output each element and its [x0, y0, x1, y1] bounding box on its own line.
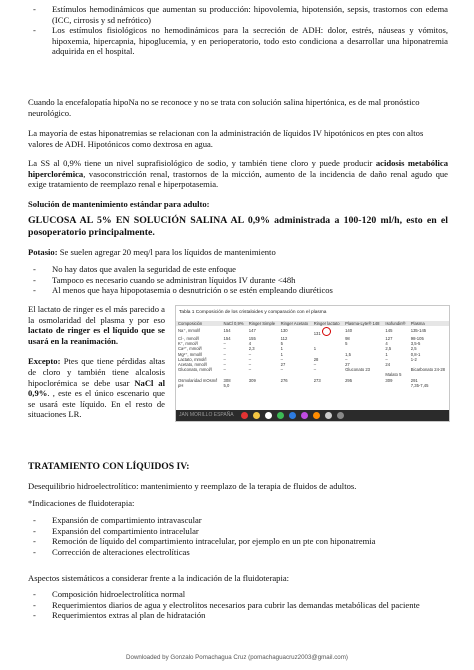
- list-item: - Composición hidroelectrolítica normal: [28, 589, 448, 600]
- table-cell: 154: [223, 328, 231, 334]
- table-cell: –: [223, 362, 226, 368]
- table-cell: 5: [280, 341, 283, 347]
- table-cell: 147: [248, 328, 256, 334]
- top-bullet-list: [28, 4, 448, 57]
- indicaciones-list: [28, 515, 448, 557]
- table-cell: Gluconato 23: [345, 367, 371, 373]
- pen-color-icon[interactable]: [313, 412, 320, 419]
- table-cell: pH: [178, 382, 184, 388]
- list-item: - Expansión del compartimiento intracelular: [28, 526, 448, 537]
- table-header: Ringer lactato: [312, 321, 343, 326]
- table-cell: –: [248, 362, 252, 368]
- table-header: Plasma-Lyte® 148: [343, 321, 383, 326]
- table-cell: Ca²⁺, mmol/l: [178, 346, 202, 352]
- table-cell: [343, 383, 383, 388]
- heading-tratamiento: TRATAMIENTO CON LÍQUIDOS IV:: [28, 461, 190, 472]
- table-cell: –: [345, 356, 348, 362]
- table-cell: 2,5: [410, 346, 417, 352]
- table-cell: Malato 5: [385, 372, 402, 378]
- table-cell: 27: [345, 362, 350, 368]
- pen-color-icon[interactable]: [301, 412, 308, 419]
- table-cell: 4: [248, 341, 252, 347]
- pen-color-icon[interactable]: [277, 412, 284, 419]
- table-cell: Na⁺, mmol/l: [178, 328, 201, 334]
- table-row: [176, 326, 449, 336]
- lactato-bold-text: lactato de ringer es el líquido que se usará en la reanimación.: [28, 325, 165, 346]
- table-cell: 130: [280, 328, 288, 334]
- table-cell: 308: [223, 377, 231, 383]
- table-cell-text: 131: [313, 330, 321, 336]
- paragraph-excepto: [28, 356, 165, 420]
- pen-color-icon[interactable]: [241, 412, 248, 419]
- table-cell: 273: [313, 377, 321, 383]
- table-cell: –: [223, 367, 226, 373]
- table-cell: 98-105: [410, 336, 424, 341]
- table-header: Ringer Simple: [247, 321, 279, 326]
- potasio-list: [28, 264, 448, 296]
- table-cell: 276: [280, 377, 288, 383]
- table-cell: 1: [280, 346, 283, 352]
- pen-color-icon[interactable]: [265, 412, 272, 419]
- table-cell: 28: [313, 356, 319, 362]
- paragraph-encefalopatia: Cuando la encefalopatía hipoNa no se reconoce y no se trata con solución salina hipertónica, es de mal pronóstico neurológico.: [28, 97, 420, 118]
- table-header: Plasma: [409, 321, 449, 326]
- table-cell: 154: [223, 336, 231, 341]
- table-cell: Lactato, mmol/l: [178, 356, 207, 362]
- table-cell: 27: [280, 362, 286, 368]
- paragraph-mayoria: La mayoría de estas hiponatremias se relacionan con la administración de líquidos IV hipotónicos en ptes con altos valores de ADH. Hipotónicos como dextrosa en agua.: [28, 128, 424, 149]
- annotation-toolbar: [176, 410, 449, 421]
- list-item: - Requerimientos diarios de agua y electrolitos necesarios para cubrir las demandas metabólicas del paciente: [28, 600, 448, 611]
- table-cell: 1,5: [345, 351, 351, 357]
- table-cell: [279, 383, 312, 388]
- pen-color-icon[interactable]: [253, 412, 260, 419]
- table-header: Ringer Acetato: [279, 321, 312, 326]
- table-cell: Gluconato, mmol/l: [178, 367, 212, 373]
- table-cell: 309: [248, 377, 256, 383]
- ss-text: La SS al 0,9% tiene un nivel suprafisiológico de sodio, y también tiene cloro y puede producir: [28, 158, 376, 168]
- table-cell: –: [280, 367, 283, 373]
- potasio-label: Potasio:: [28, 247, 58, 257]
- lactato-text-column: [28, 304, 165, 430]
- highlight-circle-icon: [322, 327, 331, 336]
- table-cell: 7,35-7,45: [410, 382, 429, 388]
- table-cell: [312, 383, 343, 388]
- table-header: Isofundin®: [383, 321, 408, 326]
- table-row: [176, 383, 449, 388]
- table-cell: 24: [385, 362, 391, 368]
- paragraph-aspectos: Aspectos sistemáticos a considerar frente a la indicación de la fluidoterapia:: [28, 573, 290, 583]
- paragraph-potasio: [28, 247, 448, 258]
- table-cell: [383, 383, 408, 388]
- potasio-text: Se suelen agregar 20 meq/l para los líquidos de mantenimiento: [57, 247, 276, 257]
- excepto-text: Ptes que tiene pérdidas altas de cloro y también tiene alcalosis hipoclorémica se debe usar: [28, 356, 165, 388]
- table-cell: 98: [345, 336, 350, 341]
- ss-bold-text: acidosis metabólica hiperclorémica: [28, 158, 448, 179]
- table-cell: 0,8-1: [410, 351, 421, 357]
- table-cell: –: [280, 356, 283, 362]
- crystalloid-table-image: [175, 305, 450, 422]
- table-header: Composición: [176, 321, 222, 326]
- lactato-section: [28, 304, 448, 454]
- table-cell: [247, 383, 279, 388]
- table-cell: K⁺, mmol/l: [178, 341, 198, 347]
- table-cell: –: [223, 341, 226, 347]
- table-cell: 1-2: [410, 356, 417, 362]
- pen-color-icon[interactable]: [337, 412, 344, 419]
- toolbar-caption: JAN MORILLO ESPAÑA: [179, 412, 234, 419]
- table-cell: 5,0: [223, 382, 230, 388]
- table-cell: 291: [410, 377, 418, 383]
- table-cell: 2,5: [385, 346, 392, 352]
- table-cell: Mg²⁺, mmol/l: [178, 351, 203, 357]
- table-cell: 127: [385, 336, 393, 341]
- table-cell: 4: [385, 341, 388, 347]
- list-item: - Estímulos hemodinámicos que aumentan su producción: hipovolemia, hipotensión, sepsis, trastornos con edema (ICC, cirrosis y sd nefrótico): [28, 4, 448, 25]
- aspectos-list: [28, 589, 448, 621]
- table-cell: –: [313, 367, 317, 373]
- excepto-text-end: . , este es el único escenario que se usará este líquido. En el resto de situaciones LR.: [28, 388, 165, 420]
- list-item: - Corrección de alteraciones electrolíticas: [28, 547, 448, 558]
- list-item: - No hay datos que avalen la seguridad de este enfoque: [28, 264, 448, 275]
- table-cell: 1: [313, 346, 317, 352]
- excepto-bold: NaCl al 0,9%: [28, 377, 165, 399]
- table-cell: 5: [345, 341, 348, 347]
- table-cell: –: [313, 362, 317, 368]
- table-cell: 1: [385, 351, 388, 357]
- table-cell: 1: [280, 351, 283, 357]
- table-cell: –: [223, 346, 226, 352]
- table-cell: –: [385, 356, 388, 362]
- table-header: NaCl 0,9%: [222, 321, 247, 326]
- table-cell: Bicarbonato 24-28: [410, 367, 445, 373]
- list-item: - Expansión de compartimiento intravascular: [28, 515, 448, 526]
- list-item: - Tampoco es necesario cuando se administran líquidos IV durante <48h: [28, 275, 448, 286]
- table-cell: 309: [385, 377, 393, 383]
- paragraph-indicaciones: *Indicaciones de fluidoterapia:: [28, 498, 135, 508]
- table-cell: Osmolaridad mOsm/l: [178, 377, 218, 383]
- glucosa-line: GLUCOSA AL 5% EN SOLUCIÓN SALINA AL 0,9% administrada a 100-120 ml/h, esto en el posoperatorio principalmente.: [28, 215, 448, 238]
- table-cell: 112: [280, 336, 288, 341]
- table-cell: –: [248, 351, 252, 357]
- pen-color-icon[interactable]: [325, 412, 332, 419]
- heading-solucion: Solución de mantenimiento estándar para adulto:: [28, 199, 210, 209]
- ss-text-end: , vasoconstricción renal, trastornos de la micción, aumento de la incidencia de daño renal agudo que exige tratamiento de reemplazo renal e hiperpotasemia.: [28, 168, 448, 190]
- paragraph-lactato: [28, 304, 165, 346]
- paragraph-ss: [28, 158, 448, 190]
- list-item: - Al menos que haya hipopotasemia o desnutrición o se estén empleando diuréticos: [28, 285, 448, 296]
- table-cell: Acetato, mmol/l: [178, 362, 207, 368]
- table-cell: 3,5-5: [410, 341, 421, 347]
- table-title: Tabla 1 Composición de los cristaloides y comparación con el plasma: [179, 310, 327, 315]
- table-cell: –: [223, 351, 226, 357]
- table-cell: 2,3: [248, 346, 255, 352]
- table-cell: Cl⁻, mmol/l: [178, 336, 199, 341]
- pen-color-icon[interactable]: [289, 412, 296, 419]
- list-item: - Los estímulos fisiológicos no hemodinámicos para la secreción de ADH: dolor, estrés, náuseas y vómitos, hipoxemia, hipercapnia, hipoglucemia, y en perioperatorio, todo esto condiciona a desarrollar una hiponatremia adquirida en el hospital.: [28, 25, 448, 57]
- excepto-label: Excepto:: [28, 356, 61, 367]
- table-cell: –: [248, 356, 252, 362]
- list-item: - Remoción de líquido del compartimiento intracelular, por ejemplo en un pte con hiponatremia: [28, 536, 448, 547]
- table-cell: 155: [248, 336, 256, 341]
- table-cell: 295: [345, 377, 353, 383]
- download-footer: Downloaded by Gonzalo Pomachagua Cruz (pomachaguacruz2003@gmail.com): [126, 654, 348, 661]
- table-cell: –: [223, 356, 226, 362]
- list-item: - Requerimientos extras al plan de hidratación: [28, 610, 448, 621]
- lactato-text: El lactato de ringer es el más parecido a la osmolaridad del plasma y por eso: [28, 304, 165, 325]
- table-cell: 135-145: [410, 328, 427, 334]
- table-cell: 140: [345, 328, 353, 334]
- composition-table: [176, 321, 449, 388]
- table-cell: 145: [385, 328, 393, 334]
- paragraph-desequilibrio: Desequilibrio hidroelectrolítico: mantenimiento y reemplazo de la terapia de fluidos de adultos.: [28, 481, 357, 491]
- table-cell: [312, 326, 343, 336]
- table-cell: –: [248, 367, 252, 373]
